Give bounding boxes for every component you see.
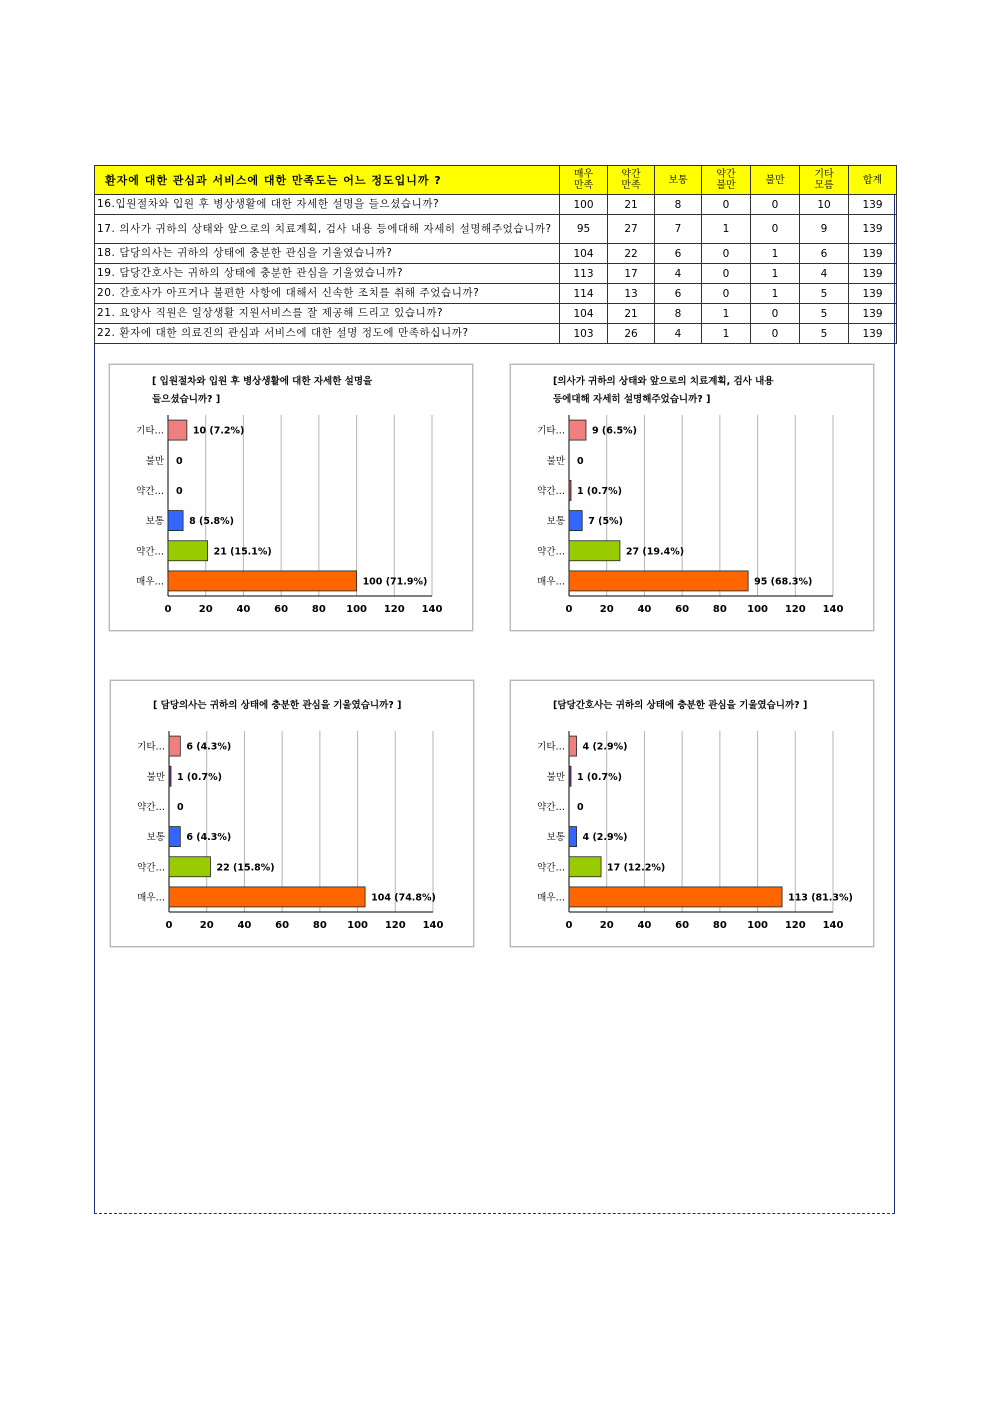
data-label: 113 (81.3%) <box>788 892 853 904</box>
value-cell: 8 <box>655 304 702 324</box>
value-cell: 6 <box>655 244 702 264</box>
bar <box>569 511 582 531</box>
col-header: 약간 만족 <box>608 166 655 195</box>
y-category-label: 보통 <box>546 832 565 844</box>
chart-doctor-attention <box>110 680 474 947</box>
col-header: 기타 모름 <box>800 166 849 195</box>
y-category-label: 불만 <box>146 771 165 783</box>
bar <box>168 571 357 591</box>
col-header: 불만 <box>751 166 800 195</box>
value-cell: 1 <box>751 244 800 264</box>
y-category-label: 약간… <box>136 485 164 497</box>
x-tick-label: 120 <box>784 920 806 931</box>
question-cell: 20. 간호사가 아프거나 불편한 사항에 대해서 신속한 조치를 취해 주었습니까? <box>95 284 560 304</box>
y-category-label: 기타… <box>537 741 565 753</box>
data-label: 6 (4.3%) <box>186 741 232 753</box>
value-cell: 5 <box>800 324 849 344</box>
value-cell: 21 <box>608 195 655 215</box>
value-cell: 139 <box>849 215 897 244</box>
question-cell: 18. 담당의사는 귀하의 상태에 충분한 관심을 기울였습니까? <box>95 244 560 264</box>
table-row <box>95 195 897 215</box>
value-cell: 0 <box>702 195 751 215</box>
y-category-label: 불만 <box>546 771 565 783</box>
data-label: 22 (15.8%) <box>216 862 275 874</box>
x-tick-label: 140 <box>822 920 844 931</box>
value-cell: 27 <box>608 215 655 244</box>
x-tick-label: 20 <box>199 920 214 931</box>
x-tick-label: 60 <box>275 920 290 931</box>
x-tick-label: 120 <box>384 920 406 931</box>
x-tick-label: 140 <box>422 920 444 931</box>
value-cell: 0 <box>751 324 800 344</box>
x-tick-label: 100 <box>747 604 769 615</box>
table-row <box>95 324 897 344</box>
y-category-label: 기타… <box>137 741 165 753</box>
y-category-label: 약간… <box>537 546 565 558</box>
question-cell: 21. 요양사 직원은 일상생활 지원서비스를 잘 제공해 드리고 있습니까? <box>95 304 560 324</box>
value-cell: 139 <box>849 195 897 215</box>
value-cell: 5 <box>800 284 849 304</box>
x-tick-label: 20 <box>599 920 614 931</box>
data-label: 95 (68.3%) <box>754 576 813 588</box>
table-header-row <box>95 166 897 195</box>
x-tick-label: 100 <box>747 920 769 931</box>
chart-title-line: [ 담당의사는 귀하의 상태에 충분한 관심을 기울였습니까? ] <box>153 700 402 711</box>
col-header: 합계 <box>849 166 897 195</box>
bar <box>569 420 586 440</box>
data-label: 17 (12.2%) <box>607 862 666 874</box>
value-cell: 0 <box>751 195 800 215</box>
bar <box>168 541 208 561</box>
y-category-label: 약간… <box>137 801 165 813</box>
x-tick-label: 140 <box>822 604 844 615</box>
data-label: 10 (7.2%) <box>192 425 245 437</box>
value-cell: 4 <box>655 324 702 344</box>
bar <box>569 887 782 907</box>
value-cell: 0 <box>751 215 800 244</box>
chart-title-line: [담당간호사는 귀하의 상태에 충분한 관심을 기울였습니까? ] <box>553 700 808 711</box>
y-category-label: 불만 <box>546 455 565 467</box>
data-label: 0 <box>577 455 584 467</box>
chart-plot <box>511 365 873 630</box>
x-tick-label: 0 <box>164 604 172 615</box>
bar <box>569 736 577 756</box>
x-tick-label: 120 <box>784 604 806 615</box>
x-tick-label: 100 <box>346 604 368 615</box>
data-label: 0 <box>177 801 184 813</box>
y-category-label: 보통 <box>146 832 165 844</box>
value-cell: 0 <box>702 244 751 264</box>
value-cell: 114 <box>560 284 608 304</box>
x-tick-label: 40 <box>637 604 652 615</box>
bar <box>169 736 180 756</box>
data-label: 104 (74.8%) <box>371 892 436 904</box>
chart-title-line: 들으셨습니까? ] <box>152 394 221 405</box>
value-cell: 5 <box>800 304 849 324</box>
value-cell: 104 <box>560 244 608 264</box>
chart-doctor-treatment-plan <box>510 364 874 631</box>
value-cell: 113 <box>560 264 608 284</box>
data-label: 27 (19.4%) <box>625 546 685 558</box>
value-cell: 10 <box>800 195 849 215</box>
data-label: 4 (2.9%) <box>582 832 628 844</box>
x-tick-label: 80 <box>712 604 727 615</box>
x-tick-label: 80 <box>712 920 727 931</box>
y-category-label: 기타… <box>537 425 565 437</box>
bar <box>168 511 183 531</box>
x-tick-label: 40 <box>236 604 251 615</box>
data-label: 1 (0.7%) <box>177 771 222 783</box>
bar <box>169 766 171 786</box>
value-cell: 13 <box>608 284 655 304</box>
data-label: 4 (2.9%) <box>582 741 628 753</box>
y-category-label: 불만 <box>145 455 164 467</box>
chart-plot <box>110 365 472 630</box>
y-category-label: 매우… <box>537 892 565 904</box>
value-cell: 6 <box>655 284 702 304</box>
question-cell: 17. 의사가 귀하의 상태와 앞으로의 치료계획, 검사 내용 등에대해 자세히 설명해주었습니까? <box>95 215 560 244</box>
data-label: 21 (15.1%) <box>213 546 272 558</box>
data-label: 1 (0.7%) <box>577 485 622 497</box>
question-cell: 16.입원절차와 입원 후 병상생활에 대한 자세한 설명을 들으셨습니까? <box>95 195 560 215</box>
chart-admission-explanation <box>109 364 473 631</box>
y-category-label: 약간… <box>537 485 565 497</box>
value-cell: 1 <box>751 264 800 284</box>
y-category-label: 매우… <box>537 576 565 588</box>
x-tick-label: 80 <box>311 604 326 615</box>
value-cell: 100 <box>560 195 608 215</box>
chart-plot <box>111 681 473 946</box>
y-category-label: 기타… <box>136 425 164 437</box>
chart-title-line: 등에대해 자세히 설명해주었습니까? ] <box>553 394 711 405</box>
table-row <box>95 215 897 244</box>
x-tick-label: 0 <box>565 604 573 615</box>
data-label: 7 (5%) <box>588 516 623 528</box>
question-cell: 22. 환자에 대한 의료진의 관심과 서비스에 대한 설명 정도에 만족하십니까? <box>95 324 560 344</box>
data-label: 0 <box>577 801 584 813</box>
value-cell: 26 <box>608 324 655 344</box>
bar <box>569 541 620 561</box>
col-header: 매우 만족 <box>560 166 608 195</box>
data-label: 9 (6.5%) <box>591 425 637 437</box>
value-cell: 139 <box>849 264 897 284</box>
value-cell: 139 <box>849 284 897 304</box>
chart-nurse-attention <box>510 680 874 947</box>
bar <box>569 766 571 786</box>
bar <box>569 571 748 591</box>
value-cell: 139 <box>849 304 897 324</box>
question-cell: 19. 담당간호사는 귀하의 상태에 충분한 관심을 기울였습니까? <box>95 264 560 284</box>
data-label: 6 (4.3%) <box>186 832 232 844</box>
col-header: 약간 불만 <box>702 166 751 195</box>
chart-plot <box>511 681 873 946</box>
value-cell: 22 <box>608 244 655 264</box>
data-label: 0 <box>176 455 183 467</box>
value-cell: 17 <box>608 264 655 284</box>
value-cell: 6 <box>800 244 849 264</box>
bar <box>169 827 180 847</box>
bar <box>168 420 187 440</box>
value-cell: 139 <box>849 244 897 264</box>
table-row <box>95 244 897 264</box>
bar <box>569 827 577 847</box>
data-label: 1 (0.7%) <box>577 771 622 783</box>
data-label: 8 (5.8%) <box>189 516 235 528</box>
y-category-label: 보통 <box>145 516 164 528</box>
table-row <box>95 284 897 304</box>
value-cell: 1 <box>702 324 751 344</box>
data-label: 0 <box>176 485 183 497</box>
value-cell: 104 <box>560 304 608 324</box>
value-cell: 21 <box>608 304 655 324</box>
col-header: 보통 <box>655 166 702 195</box>
value-cell: 4 <box>800 264 849 284</box>
bar <box>169 887 365 907</box>
y-category-label: 약간… <box>537 801 565 813</box>
value-cell: 7 <box>655 215 702 244</box>
y-category-label: 보통 <box>546 516 565 528</box>
value-cell: 1 <box>702 304 751 324</box>
x-tick-label: 60 <box>675 920 690 931</box>
x-tick-label: 20 <box>599 604 614 615</box>
x-tick-label: 120 <box>383 604 405 615</box>
x-tick-label: 100 <box>347 920 369 931</box>
y-category-label: 약간… <box>537 862 565 874</box>
value-cell: 4 <box>655 264 702 284</box>
x-tick-label: 0 <box>565 920 573 931</box>
x-tick-label: 40 <box>637 920 652 931</box>
question-header: 환자에 대한 관심과 서비스에 대한 만족도는 어느 정도입니까 ? <box>95 166 560 195</box>
x-tick-label: 60 <box>675 604 690 615</box>
x-tick-label: 140 <box>421 604 443 615</box>
value-cell: 95 <box>560 215 608 244</box>
value-cell: 139 <box>849 324 897 344</box>
x-tick-label: 80 <box>312 920 327 931</box>
x-tick-label: 40 <box>237 920 252 931</box>
value-cell: 103 <box>560 324 608 344</box>
value-cell: 0 <box>702 264 751 284</box>
y-category-label: 약간… <box>137 862 165 874</box>
survey-table <box>94 165 897 344</box>
value-cell: 8 <box>655 195 702 215</box>
bar <box>569 857 601 877</box>
value-cell: 0 <box>702 284 751 304</box>
table-row <box>95 264 897 284</box>
value-cell: 1 <box>702 215 751 244</box>
y-category-label: 약간… <box>136 546 164 558</box>
x-tick-label: 0 <box>165 920 173 931</box>
y-category-label: 매우… <box>137 892 165 904</box>
data-label: 100 (71.9%) <box>362 576 428 588</box>
chart-title-line: [ 입원절차와 입원 후 병상생활에 대한 자세한 설명을 <box>152 376 373 387</box>
y-category-label: 매우… <box>136 576 164 588</box>
value-cell: 9 <box>800 215 849 244</box>
bar <box>169 857 210 877</box>
bar <box>569 480 571 500</box>
value-cell: 0 <box>751 304 800 324</box>
x-tick-label: 20 <box>198 604 213 615</box>
table-row <box>95 304 897 324</box>
chart-title-line: [의사가 귀하의 상태와 앞으로의 치료계획, 검사 내용 <box>553 376 774 387</box>
value-cell: 1 <box>751 284 800 304</box>
x-tick-label: 60 <box>274 604 289 615</box>
